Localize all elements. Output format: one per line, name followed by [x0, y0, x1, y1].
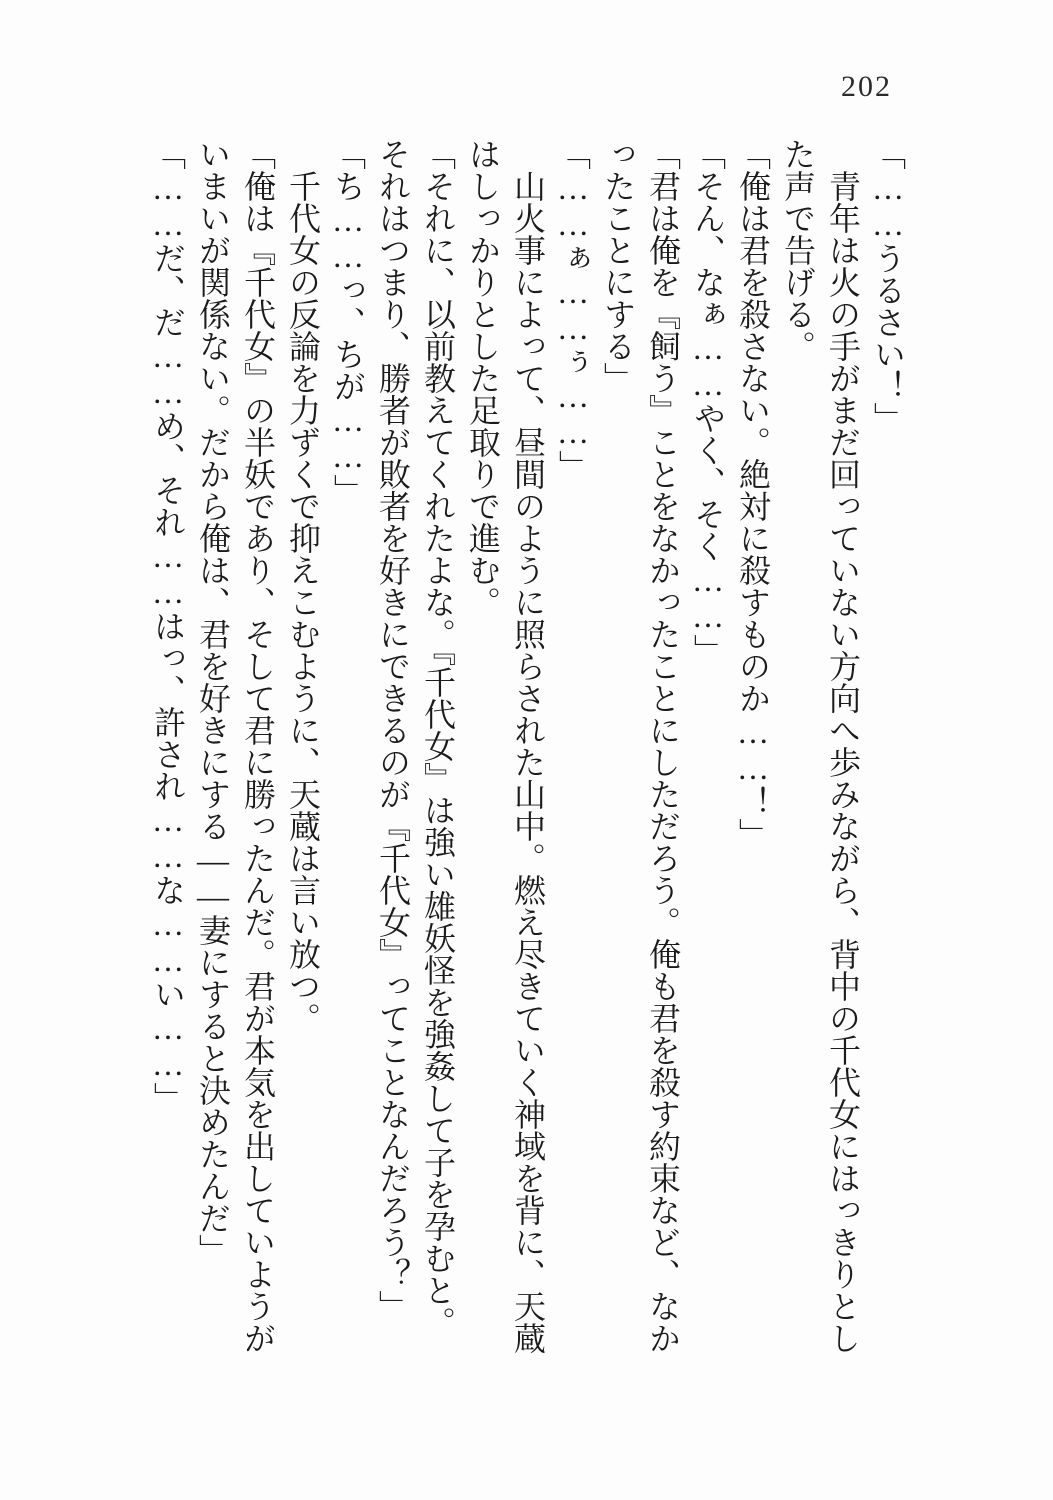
text-column: 青年は火の手がまだ回っていない方向へ歩みながら、背中の千代女にはっきりとし — [825, 138, 861, 1354]
text-column: いまいが関係ない。だから俺は、君を好きにする――妻にすると決めたんだ」 — [195, 138, 231, 1266]
text-column: 山火事によって、昼間のように照らされた山中。燃え尽きていく神域を背に、天蔵 — [510, 138, 546, 1354]
text-column: はしっかりとした足取りで進む。 — [465, 138, 501, 618]
text-column: 「……だ、だ……め、それ……はっ、許され……な……い……」 — [150, 138, 186, 1114]
text-column: た声で告げる。 — [780, 138, 816, 362]
page-number: 202 — [841, 70, 892, 103]
text-column: 「それに、以前教えてくれたよな。『千代女』は強い雄妖怪を強姦して子を孕むと。 — [420, 138, 456, 1338]
text-column: 「……ぁ……ぅ……」 — [555, 138, 591, 482]
text-column: 「俺は『千代女』の半妖であり、そして君に勝ったんだ。君が本気を出していようが — [240, 138, 276, 1354]
text-column: 「ち……っ、ちが……」 — [330, 138, 366, 506]
text-column: 千代女の反論を力ずくで抑えこむように、天蔵は言い放つ。 — [285, 138, 321, 1034]
text-column: 「君は俺を『飼う』ことをなかったことにしただろう。俺も君を殺す約束など、なか — [645, 138, 681, 1354]
text-column: ったことにする」 — [600, 138, 636, 394]
text-column: 「……うるさい！」 — [870, 138, 906, 434]
vertical-text-block — [145, 138, 910, 1408]
text-column: それはつまり、勝者が敗者を好きにできるのが『千代女』ってことなんだろう？」 — [375, 138, 411, 1322]
text-column: 「そん、なぁ……やく、そく……」 — [690, 138, 726, 666]
text-column: 「俺は君を殺さない。絶対に殺すものか……！」 — [735, 138, 771, 850]
